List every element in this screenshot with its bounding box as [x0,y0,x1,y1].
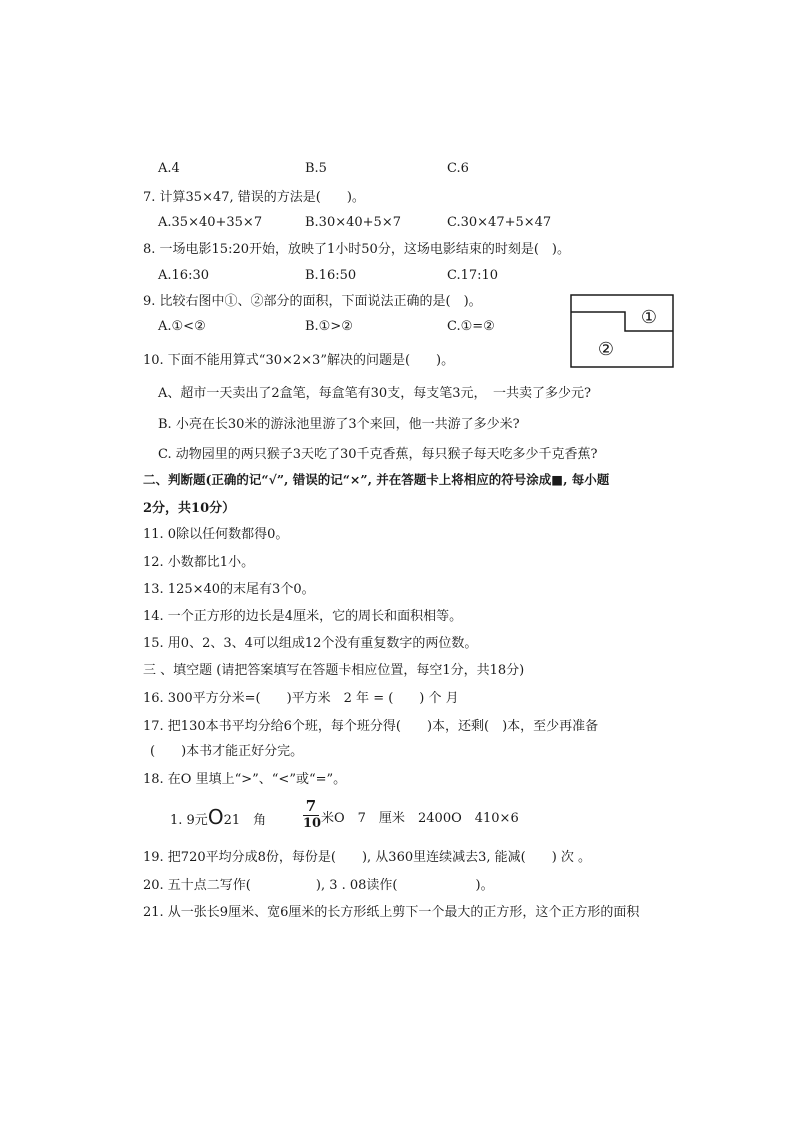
judge-item-13: 13. 125×40的末尾有3个0。 [143,582,315,597]
q18-fraction-denominator: 10 [303,816,322,831]
figure-label-one: ① [640,307,658,328]
q10-option-c: C. 动物园里的两只猴子3天吃了30千克香蕉，每只猴子每天吃多少千克香蕉? [158,447,598,462]
q7-option-c: C.30×47+5×47 [447,215,552,230]
q18-fraction [303,797,322,831]
area-comparison-figure [570,294,674,368]
fill-item-16: 16. 300平方分米=( )平方米 2 年 = ( ) 个 月 [143,691,459,706]
q8-option-b: B.16:50 [305,268,357,283]
fill-item-19: 19. 把720平均分成8份，每份是( ), 从360里连续减去3, 能减( ) 次 。 [143,850,592,865]
q6-option-b: B.5 [305,161,327,176]
q18-expression-1 [170,805,267,830]
q10-option-b: B. 小亮在长30米的游泳池里游了3个来回，他一共游了多少米? [158,417,520,432]
section2-heading-line1: 二、判断题(正确的记“√”, 错误的记“×”, 并在答题卡上将相应的符号涂成■, 每小题 [143,472,610,487]
figure-label-two: ② [597,339,615,360]
q7-option-a: A.35×40+35×7 [158,215,263,230]
q8-option-a: A.16:30 [158,268,209,283]
q7-text: 7. 计算35×47, 错误的方法是( )。 [143,190,365,205]
q10-option-a: A、超市一天卖出了2盒笔，每盒笔有30支，每支笔3元， 一共卖了多少元? [158,386,591,401]
fill-item-20: 20. 五十点二写作( ), 3 . 08读作( )。 [143,878,494,893]
q8-option-c: C.17:10 [447,268,499,283]
q9-option-a: A.①<② [158,319,206,334]
area-figure-svg [570,294,674,368]
q10-text: 10. 下面不能用算式“30×2×3”解决的问题是( )。 [143,353,455,368]
q9-option-c: C.①=② [447,319,495,334]
q6-option-c: C.6 [447,161,469,176]
q9-option-b: B.①>② [305,319,353,334]
q18-expression-2: 米O 7 厘米 [321,811,405,826]
q18-fraction-numerator: 7 [305,797,317,815]
section3-heading: 三 、填空题 (请把答案填写在答题卡相应位置，每空1分，共18分) [143,663,525,678]
figure-dividing-line [571,312,673,331]
judge-item-15: 15. 用0、2、3、4可以组成12个没有重复数字的两位数。 [143,636,478,651]
q9-text: 9. 比较右图中①、②部分的面积，下面说法正确的是( )。 [143,294,482,309]
fill-item-17-line1: 17. 把130本书平均分给6个班，每个班分得( )本，还剩( )本，至少再准备 [143,719,599,734]
q18-expr1-left: 1. 9元 [170,813,208,828]
q18-expr1-right: 21 角 [223,813,267,828]
q6-option-a: A.4 [158,161,180,176]
fill-item-18: 18. 在O 里填上“>”、“<”或“=”。 [143,772,347,787]
judge-item-11: 11. 0除以任何数都得0。 [143,527,289,542]
fill-item-21: 21. 从一张长9厘米、宽6厘米的长方形纸上剪下一个最大的正方形，这个正方形的面积 [143,905,640,920]
fill-item-17-line2: ( )本书才能正好分完。 [150,744,304,759]
q18-expression-3: 2400O 410×6 [418,811,519,826]
q18-compare-circle-1[interactable]: O [207,805,224,829]
judge-item-12: 12. 小数都比1小。 [143,555,255,570]
q7-option-b: B.30×40+5×7 [305,215,401,230]
section2-heading-line2: 2分，共10分） [143,501,236,516]
judge-item-14: 14. 一个正方形的边长是4厘米，它的周长和面积相等。 [143,609,463,624]
q8-text: 8. 一场电影15:20开始，放映了1小时50分，这场电影结束的时刻是( )。 [143,242,570,257]
